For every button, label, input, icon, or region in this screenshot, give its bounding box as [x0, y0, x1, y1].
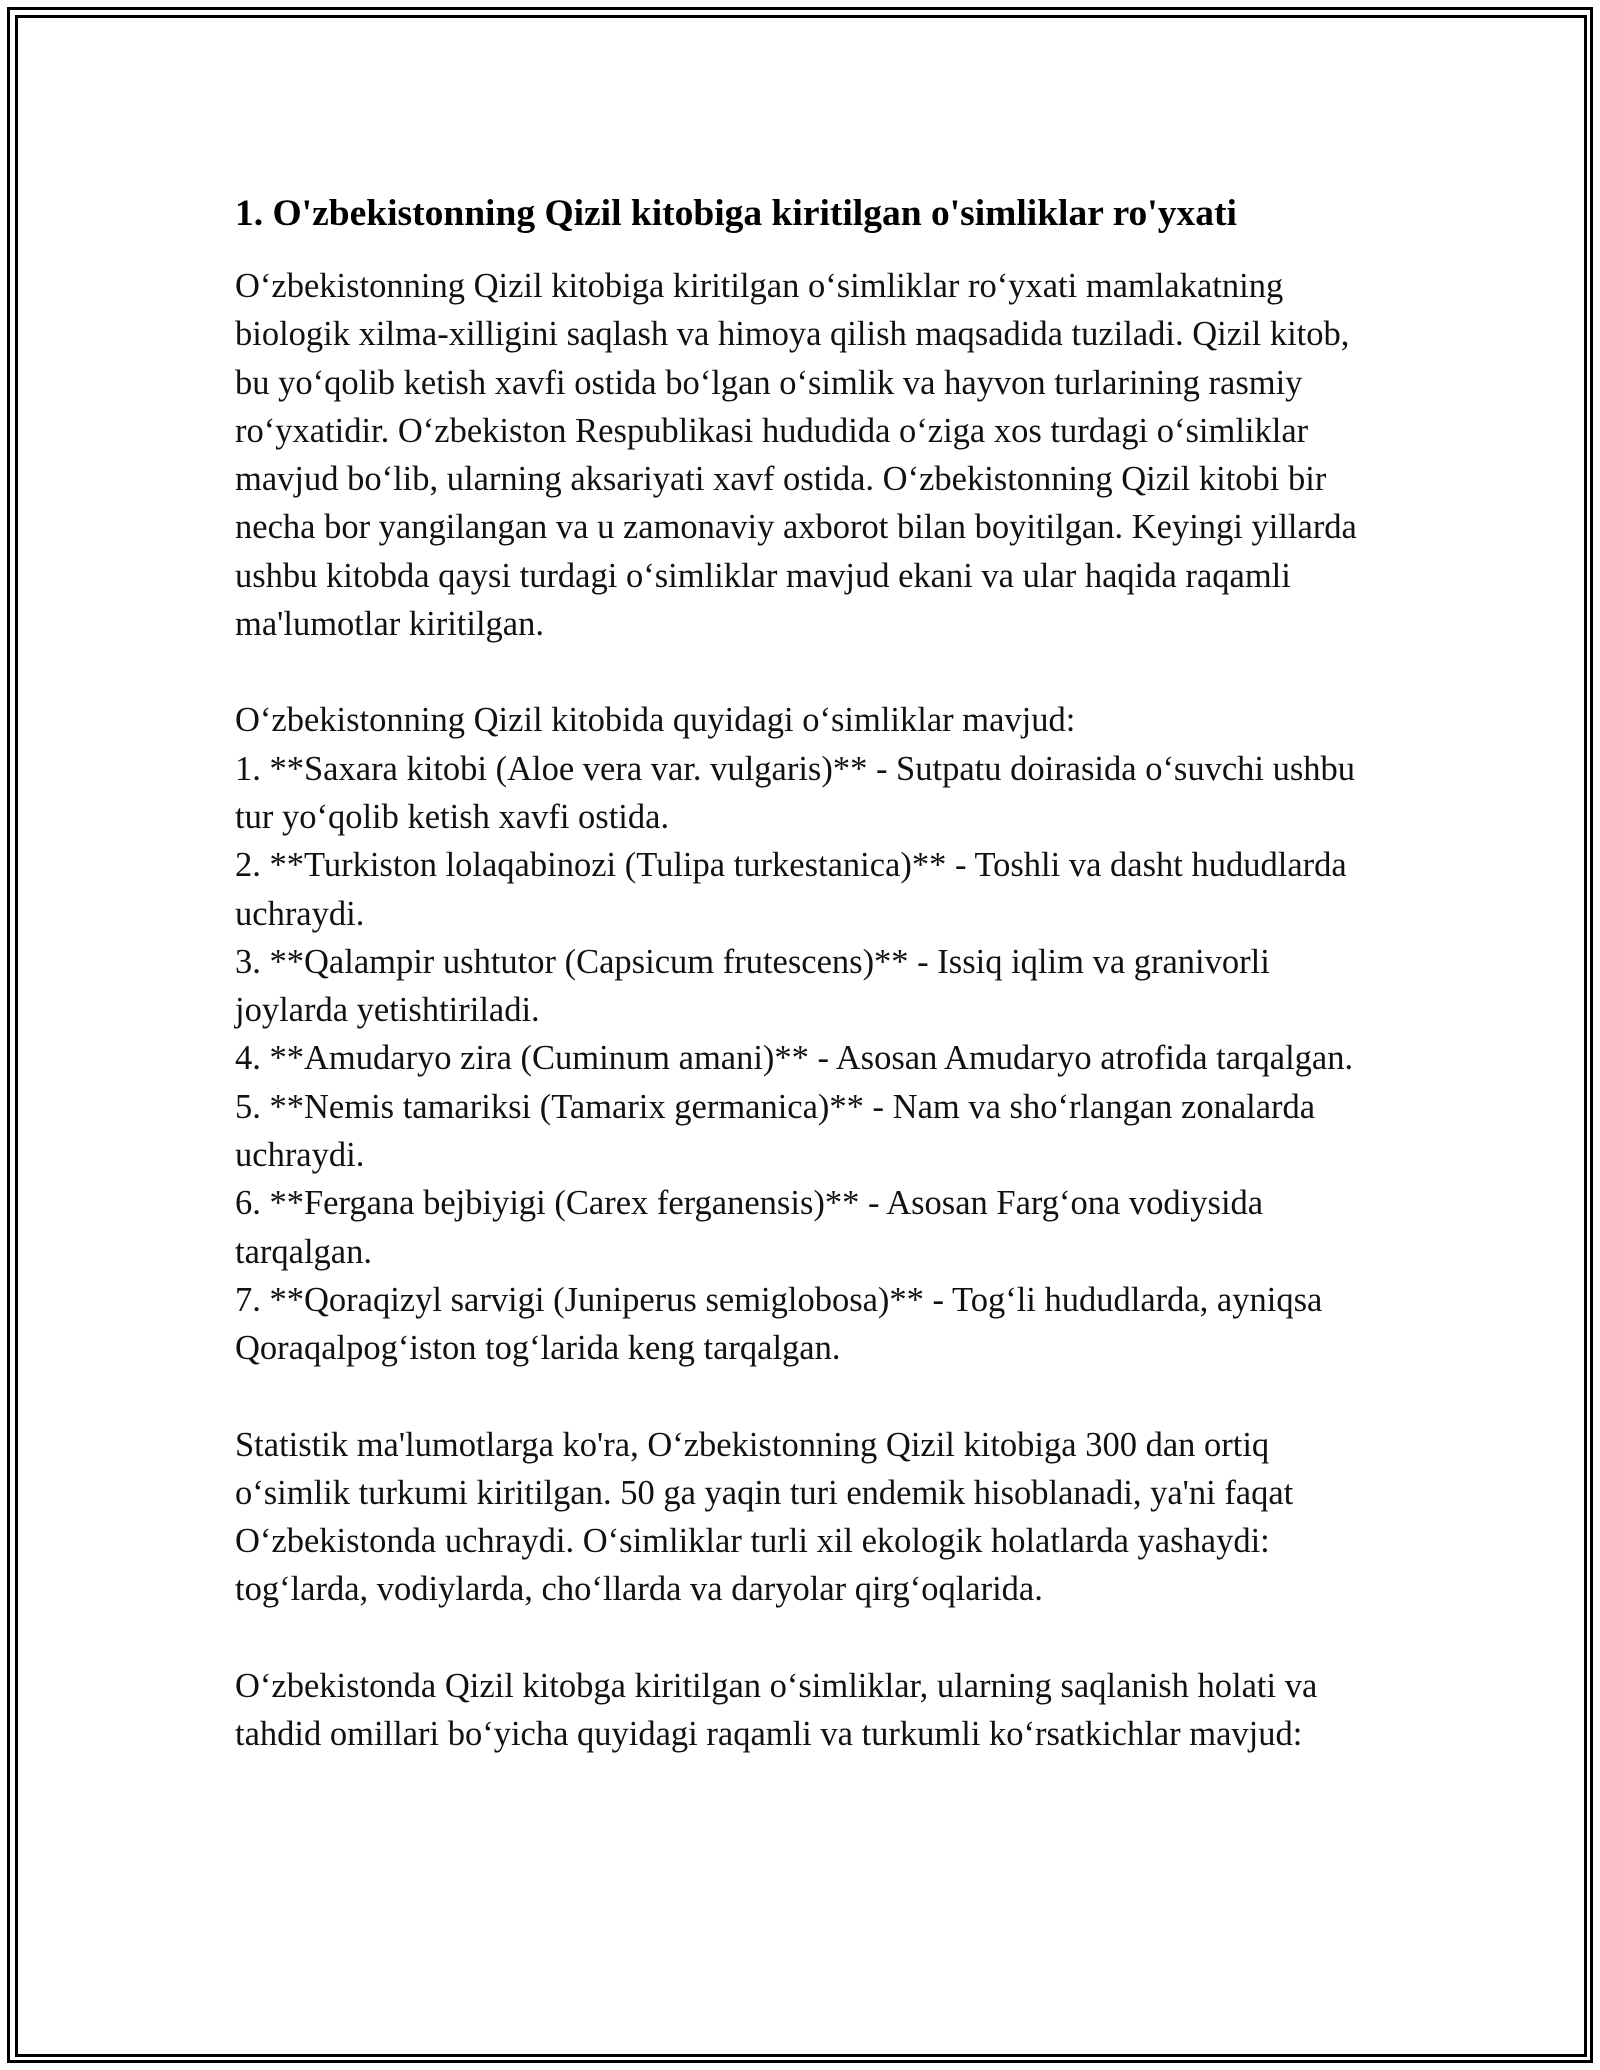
- document-title: 1. O'zbekistonning Qizil kitobiga kiritilgan o'simliklar ro'yxati: [235, 193, 1237, 234]
- plant-list-item: 6. **Fergana bejbiyigi (Carex ferganensis)** - Asosan Farg‘ona vodiysida tarqalgan.: [235, 1184, 1264, 1271]
- plant-list-item: 3. **Qalampir ushtutor (Capsicum frutescens)** - Issiq iqlim va granivorli joylarda yetishtiriladi.: [235, 942, 1270, 1030]
- plant-list-item: 7. **Qoraqizyl sarvigi (Juniperus semiglobosa)** - Tog‘li hududlarda, ayniqsa Qoraqalpog‘iston tog‘larida keng tarqalgan.: [235, 1280, 1323, 1368]
- document-body: [235, 188, 1385, 1806]
- plant-list-item: 4. **Amudaryo zira (Cuminum amani)** - Asosan Amudaryo atrofida tarqalgan.: [235, 1039, 1354, 1078]
- plant-list-intro: O‘zbekistonning Qizil kitobida quyidagi o‘simliklar mavjud:: [235, 701, 1076, 740]
- plant-list: [235, 745, 1385, 1373]
- closing-paragraph: O‘zbekistonda Qizil kitobga kiritilgan o‘simliklar, ularning saqlanish holati va tahdid omillari bo‘yicha quyidagi raqamli va turkumli ko‘rsatkichlar mavjud:: [235, 1666, 1318, 1754]
- statistics-paragraph: Statistik ma'lumotlarga ko'ra, O‘zbekistonning Qizil kitobiga 300 dan ortiq o‘simlik turkumi kiritilgan. 50 ga yaqin turi endemik hisoblanadi, ya'ni faqat O‘zbekistonda uchraydi. O‘simliklar turli xil ekologik holatlarda yashaydi: tog‘larda, vodiylarda, cho‘llarda va daryolar qirg‘oqlarida.: [235, 1425, 1294, 1609]
- plant-list-item: 2. **Turkiston lolaqabinozi (Tulipa turkestanica)** - Toshli va dasht hududlarda uchraydi.: [235, 846, 1347, 933]
- plant-list-item: 5. **Nemis tamariksi (Tamarix germanica)** - Nam va sho‘rlangan zonalarda uchraydi.: [235, 1087, 1316, 1175]
- plant-list-item: 1. **Saxara kitobi (Aloe vera var. vulgaris)** - Sutpatu doirasida o‘suvchi ushbu tur yo‘qolib ketish xavfi ostida.: [235, 749, 1356, 836]
- intro-paragraph: O‘zbekistonning Qizil kitobiga kiritilgan o‘simliklar ro‘yxati mamlakatning biologik xilma-xilligini saqlash va himoya qilish maqsadida tuziladi. Qizil kitob, bu yo‘qolib ketish xavfi ostida bo‘lgan o‘simlik va hayvon turlarining rasmiy ro‘yxatidir. O‘zbekiston Respublikasi hududida o‘ziga xos turdagi o‘simliklar mavjud bo‘lib, ularning aksariyati xavf ostida. O‘zbekistonning Qizil kitobi bir necha bor yangilangan va u zamonaviy axborot bilan boyitilgan. Keyingi yillarda ushbu kitobda qaysi turdagi o‘simliklar mavjud ekani va ular haqida raqamli ma'lumotlar kiritilgan.: [235, 267, 1357, 644]
